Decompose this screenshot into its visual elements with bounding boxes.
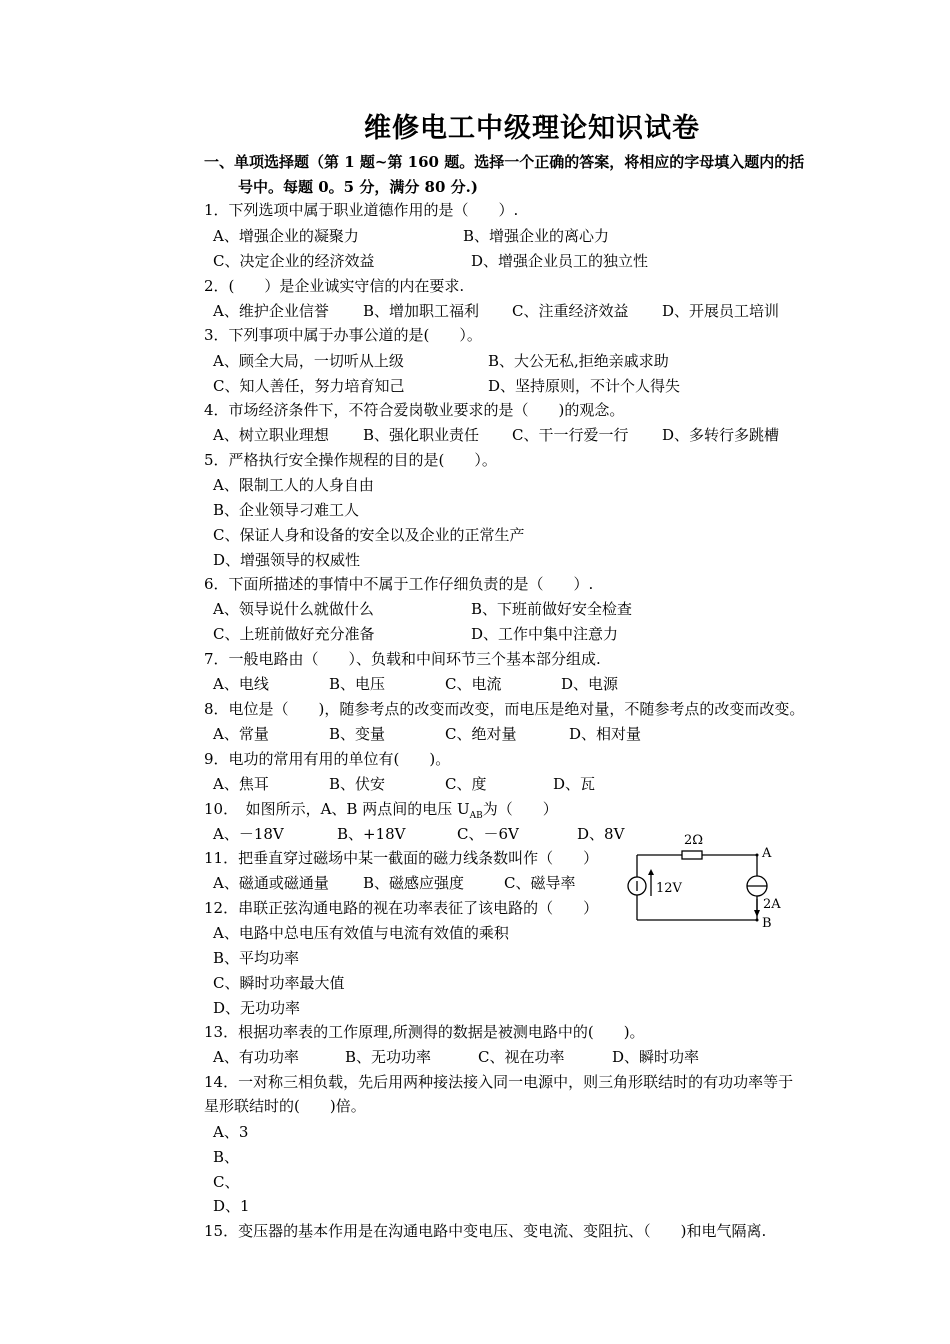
question-2-option-b: B、增加职工福利 [363,302,480,320]
question-12-option-a: A、电路中总电压有效值与电流有效值的乘积 [213,924,509,942]
question-15-stem: 15．变压器的基本作用是在沟通电路中变电压、变电流、变阻抗、（ )和电气隔离. [204,1222,767,1240]
question-5-stem: 5．严格执行安全操作规程的目的是( ）。 [204,451,497,469]
question-4-option-a: A、树立职业理想 [213,426,329,444]
question-9-option-a: A、焦耳 [213,775,269,793]
question-3-option-a: A、顾全大局，一切听从上级 [213,352,404,370]
question-10-stem-subscript: AB [469,811,483,821]
question-6-stem: 6．下面所描述的事情中不属于工作仔细负责的是（ ）. [204,575,594,593]
question-13-option-c: C、视在功率 [478,1048,565,1066]
question-7-option-d: D、电源 [561,675,619,693]
section-heading-line2: 号中。每题 0。5 分，满分 80 分.) [238,178,478,196]
question-4-option-b: B、强化职业责任 [363,426,480,444]
question-3-stem: 3．下列事项中属于办事公道的是( ）。 [204,326,482,344]
question-9-option-d: D、瓦 [553,775,596,793]
question-5-option-a: A、限制工人的人身自由 [213,476,374,494]
question-4-option-c: C、干一行爱一行 [512,426,629,444]
question-14-stem: 14．一对称三相负载，先后用两种接法接入同一电源中，则三角形联结时的有功功率等于 [204,1073,794,1091]
question-8-option-b: B、变量 [329,725,386,743]
resistor-label: 2Ω [684,833,704,848]
node-a-label: A [762,846,772,861]
question-12-stem: 12．串联正弦沟通电路的视在功率表征了该电路的（ ） [204,899,599,917]
question-11-option-a: A、磁通或磁通量 [213,874,329,892]
question-10-option-d: D、8V [577,825,625,843]
question-13-option-b: B、无功功率 [345,1048,432,1066]
question-14-option-a: A、3 [213,1123,249,1141]
question-12-option-b: B、平均功率 [213,949,300,967]
question-13-stem: 13．根据功率表的工作原理,所测得的数据是被测电路中的( )。 [204,1023,645,1041]
question-5-option-d: D、增强领导的权威性 [213,551,361,569]
question-2-option-c: C、注重经济效益 [512,302,629,320]
question-3-option-c: C、知人善任，努力培育知己 [213,377,405,395]
node-b-label: B [762,916,772,931]
question-11-option-c: C、磁导率 [504,874,576,892]
question-7-option-a: A、电线 [213,675,269,693]
question-13-option-a: A、有功功率 [213,1048,299,1066]
section-heading-line1: 一、单项选择题（第 1 题~第 160 题。选择一个正确的答案，将相应的字母填入题内的括 [204,153,805,171]
question-5-option-b: B、企业领导刁难工人 [213,501,360,519]
question-12-option-c: C、瞬时功率最大值 [213,974,345,992]
question-11-option-b: B、磁感应强度 [363,874,465,892]
question-9-option-b: B、伏安 [329,775,386,793]
question-2-option-a: A、维护企业信誉 [213,302,329,320]
question-6-option-a: A、领导说什么就做什么 [213,600,374,618]
question-8-option-d: D、相对量 [569,725,642,743]
question-3-option-b: B、大公无私,拒绝亲戚求助 [488,352,669,370]
question-4-stem: 4．市场经济条件下，不符合爱岗敬业要求的是（ )的观念。 [204,401,625,419]
question-4-option-d: D、多转行多跳槽 [662,426,780,444]
question-6-option-b: B、下班前做好安全检查 [471,600,633,618]
section-heading [204,150,864,200]
question-10-stem-post: 为（ ） [482,800,558,818]
question-7-option-c: C、电流 [445,675,502,693]
question-14-stem-continued: 星形联结时的( )倍。 [204,1097,366,1115]
question-8-option-c: C、绝对量 [445,725,517,743]
question-2-option-d: D、开展员工培训 [662,302,780,320]
question-3-option-d: D、坚持原则，不计个人得失 [488,377,681,395]
question-9-option-c: C、度 [445,775,487,793]
question-10-option-c: C、－6V [457,825,519,843]
circuit-diagram [614,826,794,936]
question-1-stem: 1．下列选项中属于职业道德作用的是（ ）. [204,201,519,219]
question-14-option-c: C、 [213,1173,240,1191]
page-title: 维修电工中级理论知识试卷 [364,113,700,144]
question-1-option-c: C、决定企业的经济效益 [213,252,375,270]
question-8-option-a: A、常量 [213,725,269,743]
question-7-option-b: B、电压 [329,675,386,693]
question-7-stem: 7．一般电路由（ ）、负载和中间环节三个基本部分组成. [204,650,601,668]
question-9-stem: 9．电功的常用有用的单位有( )。 [204,750,451,768]
question-1-option-a: A、增强企业的凝聚力 [213,227,359,245]
question-13-option-d: D、瞬时功率 [612,1048,700,1066]
question-10-stem [204,799,558,826]
question-2-stem: 2．( ）是企业诚实守信的内在要求. [204,277,465,295]
question-5-option-c: C、保证人身和设备的安全以及企业的正常生产 [213,526,525,544]
question-1-option-b: B、增强企业的离心力 [463,227,610,245]
question-6-option-c: C、上班前做好充分准备 [213,625,375,643]
question-10-option-a: A、－18V [213,825,284,843]
source-label: 12V [656,881,682,896]
question-14-option-b: B、 [213,1148,240,1166]
question-10-option-b: B、+18V [337,825,406,843]
question-1-option-d: D、增强企业员工的独立性 [471,252,649,270]
question-10-stem-pre: 10． 如图所示，A、B 两点间的电压 U [204,800,470,818]
question-6-option-d: D、工作中集中注意力 [471,625,619,643]
question-12-option-d: D、无功功率 [213,999,301,1017]
question-14-option-d: D、1 [213,1197,250,1215]
question-11-stem: 11．把垂直穿过磁场中某一截面的磁力线条数叫作（ ） [204,849,599,867]
resistor [682,851,702,859]
question-8-stem: 8．电位是（ )，随参考点的改变而改变，而电压是绝对量，不随参考点的改变而改变。 [204,700,805,718]
current-label: 2A [763,897,781,912]
